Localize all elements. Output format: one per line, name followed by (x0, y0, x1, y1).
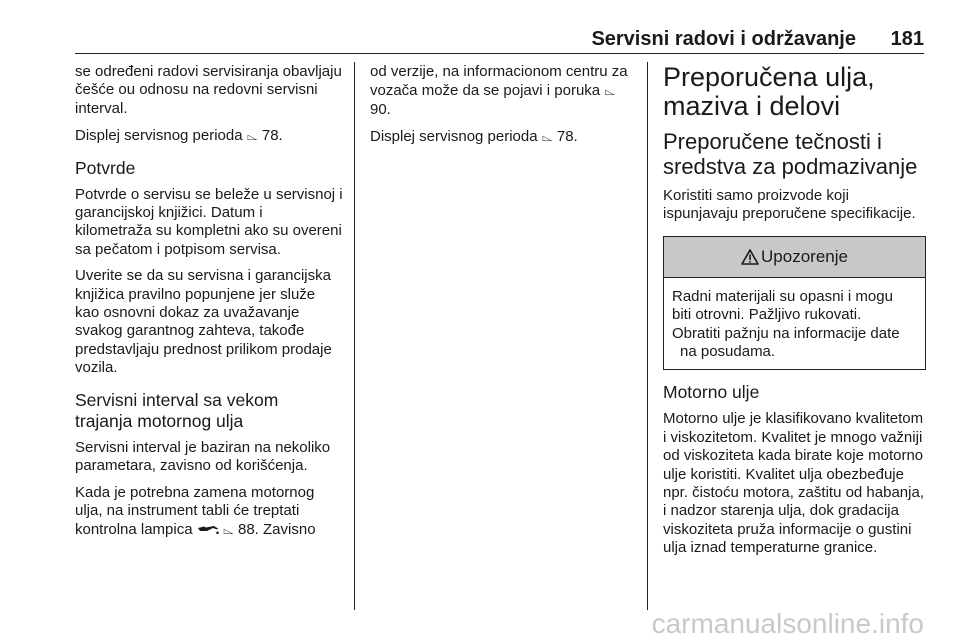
header-rule (75, 53, 924, 54)
warning-triangle-icon (741, 249, 759, 265)
paragraph: se određeni radovi servisiranja obavljaju češće ou odnosu na redovni servisni interval. (75, 63, 342, 117)
subsection-heading (663, 129, 926, 179)
page-reference-icon: ⌳ (222, 521, 234, 538)
paragraph (370, 127, 636, 146)
cross-reference-link[interactable]: 78. (261, 127, 283, 145)
page-reference-icon: ⌳ (246, 127, 258, 144)
warning-body (664, 278, 925, 370)
column-right (663, 63, 926, 566)
paragraph-text: od verzije, na informacionom centru za vozača može da se pojavi i poruka (370, 63, 628, 100)
page-reference-icon: ⌳ (541, 128, 553, 145)
warning-line: biti otrovni. Pažljivo rukovati. (672, 306, 862, 324)
section-heading (75, 390, 343, 432)
heading-line: Servisni interval sa vekom (75, 389, 279, 410)
paragraph-text: Displej servisnog perioda (370, 128, 542, 146)
warning-line: na posudama. (680, 343, 776, 361)
warning-title: Upozorenje (761, 246, 848, 266)
page-number: 181 (890, 28, 924, 50)
paragraph: Servisni interval je baziran na nekoliko parametara, zavisno od korišćenja. (75, 438, 331, 475)
heading-line: Preporučena ulja, (663, 62, 875, 92)
paragraph: Motorno ulje je klasifikovano kvalitetom i viskozitetom. Kvalitet je mnogo važniji od viskoziteta kada birate koje motorno ulje koristiti. Kvalitet ulja obezbeđuje npr. čistoću motora, zaštitu od habanja, i nadzor starenja ulja, dok gradacija viskoziteta pruža informacije o gustini ulja iznad temperaturne granice. (663, 410, 924, 557)
column-divider (647, 62, 648, 610)
paragraph: Uverite se da su servisna i garancijska knjižica pravilno popunjene jer služe kao osnovni dokaz za uvažavanje svakog garantnog zahteva, takođe predstavljaju prednost prilikom prodaje vozila. (75, 267, 332, 377)
paragraph: Potvrde o servisu se beleže u servisnoj i garancijskoj knjižici. Datum i kilometraža su kompletni ako su overeni sa pečatom i potpisom servisa. (75, 185, 343, 258)
paragraph: Koristiti samo proizvode koji ispunjavaju preporučene specifikacije. (663, 187, 916, 223)
warning-box (663, 236, 926, 371)
cross-reference-link[interactable]: 90. (370, 100, 391, 118)
warning-header (664, 237, 925, 278)
watermark: carmanualsonline.info (651, 608, 924, 639)
warning-line: Radni materijali su opasni i mogu (672, 287, 893, 305)
heading-line: sredstva za podmazivanje (663, 154, 918, 179)
oil-change-icon (197, 524, 219, 535)
column-left (75, 63, 343, 548)
chapter-heading (663, 63, 926, 121)
heading-line: maziva i delovi (663, 91, 841, 121)
column-middle (370, 63, 636, 155)
paragraph (370, 63, 636, 119)
paragraph-text: Displej servisnog perioda (75, 127, 247, 145)
column-divider (354, 62, 355, 610)
paragraph (75, 484, 343, 540)
paragraph (75, 126, 343, 145)
paragraph-text: Kada je potrebna zamena motornog ulja, na instrument tabli će treptati kontrolna lampica (75, 483, 315, 539)
page-reference-icon: ⌳ (604, 82, 616, 99)
section-heading: Motorno ulje (663, 382, 760, 403)
section-heading: Potvrde (75, 157, 136, 178)
warning-line: Obratiti pažnju na informacije date (672, 324, 900, 342)
heading-line: Preporučene tečnosti i (663, 129, 882, 154)
heading-line: trajanja motornog ulja (75, 410, 244, 431)
page-header (75, 28, 924, 52)
cross-reference-link[interactable]: 88. Zavisno (238, 521, 316, 539)
cross-reference-link[interactable]: 78. (556, 128, 578, 146)
header-title: Servisni radovi i održavanje (591, 28, 856, 50)
